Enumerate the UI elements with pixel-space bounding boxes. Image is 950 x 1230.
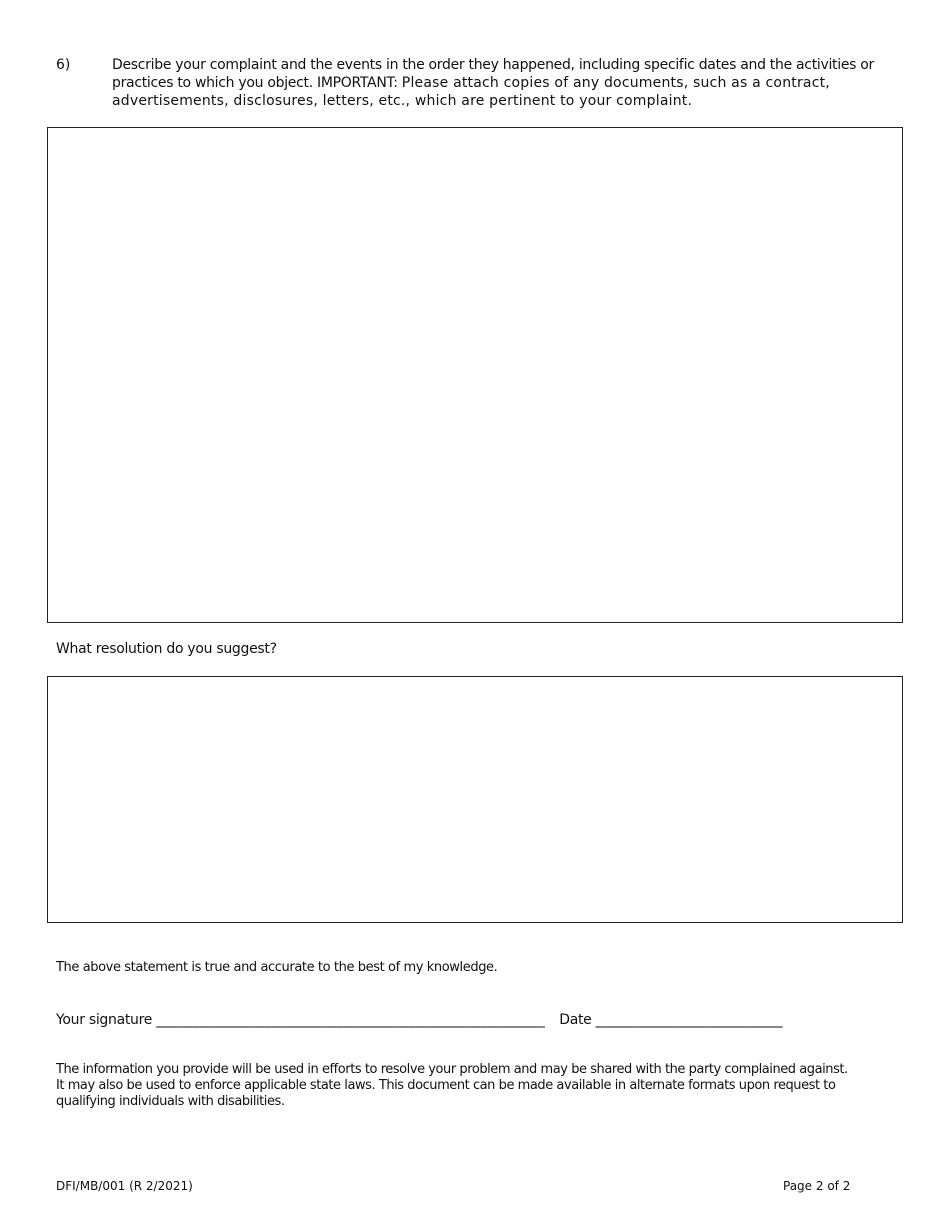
statement-text: The above statement is true and accurate to the best of my knowledge. [56, 960, 498, 975]
date-label: Date [559, 1012, 592, 1028]
form-id: DFI/MB/001 (R 2/2021) [56, 1179, 193, 1193]
page-number: Page 2 of 2 [783, 1179, 851, 1193]
question-text [112, 56, 902, 110]
question-number: 6) [56, 57, 71, 73]
notice-line-3: qualifying individuals with disabilities. [56, 1094, 285, 1109]
privacy-notice [56, 1062, 866, 1110]
signature-row [56, 1011, 783, 1029]
question-line-2 [112, 74, 902, 92]
signature-field[interactable]: ______________________________________________________ [156, 1012, 546, 1028]
question-line-1: Describe your complaint and the events in the order they happened, including specific dates and the activities or [112, 57, 875, 73]
question-important-note: Please attach copies of any documents, such as a contract, [401, 75, 830, 91]
question-line-3: advertisements, disclosures, letters, etc., which are pertinent to your complaint. [112, 93, 693, 109]
complaint-text-box[interactable] [47, 127, 903, 623]
signature-label: Your signature [56, 1012, 153, 1028]
notice-line-2: It may also be used to enforce applicable state laws. This document can be made available in alternate formats upon request to [56, 1078, 836, 1093]
resolution-text-box[interactable] [47, 676, 903, 923]
resolution-label: What resolution do you suggest? [56, 641, 277, 657]
notice-line-1: The information you provide will be used in efforts to resolve your problem and may be shared with the party complained against. [56, 1062, 848, 1077]
question-line-2-start: practices to which you object. IMPORTANT: [112, 75, 402, 91]
date-field[interactable]: __________________________ [595, 1012, 783, 1028]
